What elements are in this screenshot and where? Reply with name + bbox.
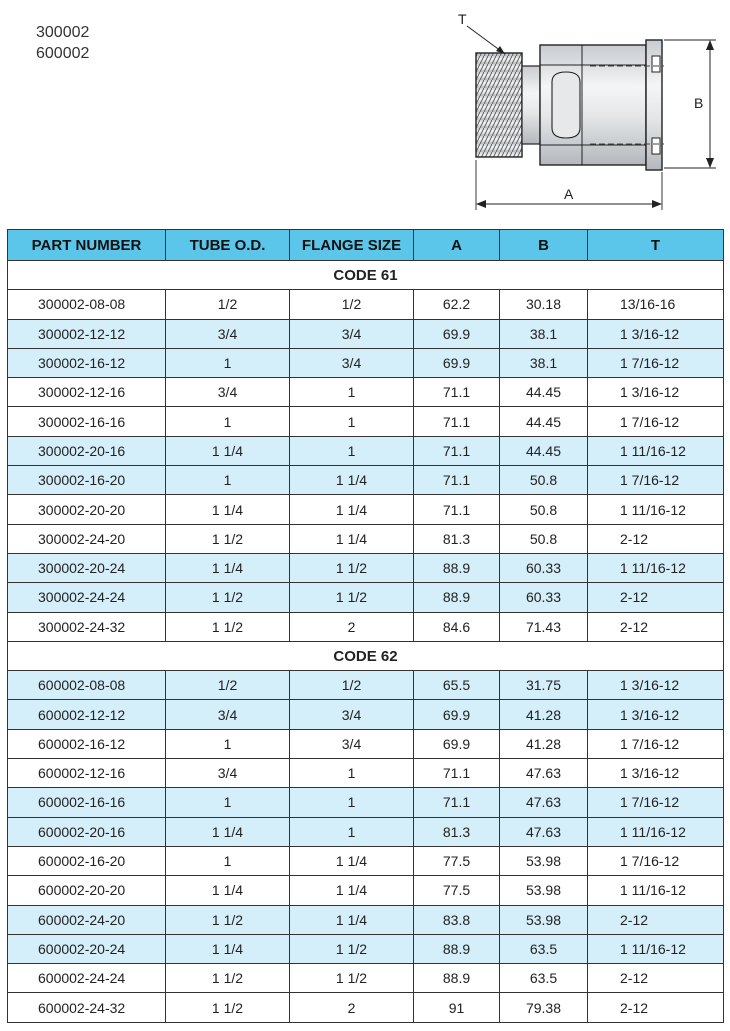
cell-b: 44.45 — [500, 407, 588, 436]
column-header: FLANGE SIZE — [290, 230, 414, 261]
cell-b: 44.45 — [500, 378, 588, 407]
cell-flange: 2 — [290, 993, 414, 1022]
cell-flange: 1 1/2 — [290, 553, 414, 582]
cell-b: 60.33 — [500, 583, 588, 612]
cell-t: 1 7/16-12 — [588, 466, 724, 495]
cell-b: 63.5 — [500, 934, 588, 963]
cell-flange: 3/4 — [290, 319, 414, 348]
cell-t: 1 11/16-12 — [588, 817, 724, 846]
table-row — [8, 671, 724, 700]
cell-flange: 1/2 — [290, 671, 414, 700]
cell-part: 600002-20-20 — [8, 876, 166, 905]
cell-a: 69.9 — [414, 700, 500, 729]
cell-tube: 1 1/2 — [166, 905, 290, 934]
cell-part: 300002-20-20 — [8, 495, 166, 524]
cell-part: 300002-16-12 — [8, 348, 166, 377]
cell-a: 71.1 — [414, 495, 500, 524]
section-header-row — [8, 261, 724, 290]
cell-b: 41.28 — [500, 729, 588, 758]
cell-part: 600002-12-16 — [8, 759, 166, 788]
cell-flange: 1 — [290, 788, 414, 817]
table-row — [8, 993, 724, 1022]
cell-t: 1 7/16-12 — [588, 407, 724, 436]
cell-part: 300002-20-16 — [8, 436, 166, 465]
table-row — [8, 964, 724, 993]
cell-b: 38.1 — [500, 348, 588, 377]
cell-t: 1 11/16-12 — [588, 876, 724, 905]
cell-b: 44.45 — [500, 436, 588, 465]
cell-t: 1 7/16-12 — [588, 348, 724, 377]
cell-flange: 1 1/4 — [290, 846, 414, 875]
cell-part: 600002-12-12 — [8, 700, 166, 729]
cell-b: 71.43 — [500, 612, 588, 641]
cell-tube: 3/4 — [166, 378, 290, 407]
table-row — [8, 583, 724, 612]
cell-part: 300002-12-12 — [8, 319, 166, 348]
cell-t: 1 3/16-12 — [588, 319, 724, 348]
cell-a: 71.1 — [414, 407, 500, 436]
cell-t: 1 11/16-12 — [588, 495, 724, 524]
cell-tube: 1 1/4 — [166, 876, 290, 905]
cell-t: 1 3/16-12 — [588, 700, 724, 729]
cell-t: 2-12 — [588, 524, 724, 553]
cell-tube: 1 — [166, 407, 290, 436]
fitting-drawing — [440, 6, 730, 216]
neck-section — [522, 66, 540, 144]
cell-b: 31.75 — [500, 671, 588, 700]
column-header: TUBE O.D. — [166, 230, 290, 261]
cell-part: 300002-16-16 — [8, 407, 166, 436]
cell-b: 50.8 — [500, 466, 588, 495]
cell-b: 47.63 — [500, 759, 588, 788]
table-row — [8, 612, 724, 641]
cell-flange: 1 — [290, 817, 414, 846]
cell-flange: 1 1/4 — [290, 466, 414, 495]
cell-flange: 1 1/2 — [290, 934, 414, 963]
table-row — [8, 934, 724, 963]
part-codes — [36, 22, 89, 64]
cell-flange: 3/4 — [290, 348, 414, 377]
cell-part: 600002-16-12 — [8, 729, 166, 758]
table-row — [8, 378, 724, 407]
cell-t: 13/16-16 — [588, 290, 724, 319]
column-header: T — [588, 230, 724, 261]
cell-b: 53.98 — [500, 876, 588, 905]
cell-tube: 1 1/4 — [166, 934, 290, 963]
cell-t: 2-12 — [588, 993, 724, 1022]
cell-a: 88.9 — [414, 964, 500, 993]
cell-tube: 1 — [166, 348, 290, 377]
cell-flange: 1 1/4 — [290, 495, 414, 524]
cell-a: 88.9 — [414, 934, 500, 963]
cell-tube: 1 1/4 — [166, 436, 290, 465]
cell-t: 1 7/16-12 — [588, 846, 724, 875]
cell-tube: 1 1/2 — [166, 964, 290, 993]
cell-t: 2-12 — [588, 583, 724, 612]
cell-a: 69.9 — [414, 729, 500, 758]
cell-flange: 1 1/4 — [290, 905, 414, 934]
cell-t: 1 11/16-12 — [588, 436, 724, 465]
cell-part: 600002-08-08 — [8, 671, 166, 700]
table-row — [8, 553, 724, 582]
table-row — [8, 876, 724, 905]
table-row — [8, 905, 724, 934]
cell-flange: 1 — [290, 759, 414, 788]
table-row — [8, 817, 724, 846]
cell-a: 62.2 — [414, 290, 500, 319]
cell-tube: 1 1/2 — [166, 583, 290, 612]
cell-part: 300002-20-24 — [8, 553, 166, 582]
spec-table — [7, 229, 724, 1023]
cell-flange: 1 — [290, 407, 414, 436]
cell-a: 71.1 — [414, 759, 500, 788]
cell-a: 83.8 — [414, 905, 500, 934]
cell-a: 71.1 — [414, 436, 500, 465]
cell-tube: 1 — [166, 846, 290, 875]
cell-a: 65.5 — [414, 671, 500, 700]
section-header-row — [8, 641, 724, 670]
label-b: B — [694, 95, 704, 111]
table-row — [8, 495, 724, 524]
section-title: CODE 61 — [8, 261, 724, 290]
cell-b: 53.98 — [500, 905, 588, 934]
cell-b: 41.28 — [500, 700, 588, 729]
cell-tube: 1 — [166, 466, 290, 495]
cell-part: 600002-24-24 — [8, 964, 166, 993]
cell-tube: 1 1/2 — [166, 993, 290, 1022]
cell-a: 77.5 — [414, 876, 500, 905]
column-header: PART NUMBER — [8, 230, 166, 261]
cell-t: 1 11/16-12 — [588, 553, 724, 582]
cell-tube: 3/4 — [166, 700, 290, 729]
table-row — [8, 436, 724, 465]
cell-b: 30.18 — [500, 290, 588, 319]
table-row — [8, 348, 724, 377]
cell-part: 300002-08-08 — [8, 290, 166, 319]
cell-b: 50.8 — [500, 524, 588, 553]
cell-tube: 1 — [166, 788, 290, 817]
cell-part: 300002-24-24 — [8, 583, 166, 612]
cell-t: 1 7/16-12 — [588, 788, 724, 817]
cell-a: 84.6 — [414, 612, 500, 641]
cell-t: 1 3/16-12 — [588, 378, 724, 407]
cell-a: 69.9 — [414, 348, 500, 377]
cell-a: 71.1 — [414, 788, 500, 817]
cell-tube: 3/4 — [166, 759, 290, 788]
cell-t: 1 7/16-12 — [588, 729, 724, 758]
cell-flange: 1/2 — [290, 290, 414, 319]
cell-tube: 1 1/4 — [166, 817, 290, 846]
cell-part: 600002-20-24 — [8, 934, 166, 963]
cell-a: 69.9 — [414, 319, 500, 348]
cell-b: 60.33 — [500, 553, 588, 582]
cell-tube: 1 1/4 — [166, 553, 290, 582]
cell-a: 91 — [414, 993, 500, 1022]
cell-flange: 1 1/4 — [290, 876, 414, 905]
label-t: T — [458, 11, 467, 27]
cell-flange: 2 — [290, 612, 414, 641]
table-row — [8, 846, 724, 875]
label-a: A — [564, 186, 574, 202]
cell-b: 79.38 — [500, 993, 588, 1022]
cell-part: 300002-16-20 — [8, 466, 166, 495]
thread-section — [476, 53, 522, 157]
cell-t: 2-12 — [588, 612, 724, 641]
cell-a: 71.1 — [414, 378, 500, 407]
table-row — [8, 524, 724, 553]
cell-part: 300002-24-32 — [8, 612, 166, 641]
cell-b: 50.8 — [500, 495, 588, 524]
cell-tube: 1 1/4 — [166, 495, 290, 524]
cell-tube: 1/2 — [166, 671, 290, 700]
section-title: CODE 62 — [8, 641, 724, 670]
cell-part: 600002-20-16 — [8, 817, 166, 846]
cell-flange: 3/4 — [290, 700, 414, 729]
cell-t: 1 11/16-12 — [588, 934, 724, 963]
cell-b: 63.5 — [500, 964, 588, 993]
table-row — [8, 466, 724, 495]
column-header: B — [500, 230, 588, 261]
cell-a: 88.9 — [414, 583, 500, 612]
table-row — [8, 700, 724, 729]
cell-part: 300002-24-20 — [8, 524, 166, 553]
cell-b: 38.1 — [500, 319, 588, 348]
cell-tube: 1 — [166, 729, 290, 758]
cell-tube: 3/4 — [166, 319, 290, 348]
cell-flange: 3/4 — [290, 729, 414, 758]
cell-a: 88.9 — [414, 553, 500, 582]
table-row — [8, 407, 724, 436]
cell-b: 47.63 — [500, 788, 588, 817]
table-row — [8, 788, 724, 817]
cell-tube: 1/2 — [166, 290, 290, 319]
cell-b: 47.63 — [500, 817, 588, 846]
cell-flange: 1 1/2 — [290, 964, 414, 993]
table-header — [8, 230, 724, 261]
table-row — [8, 729, 724, 758]
cell-part: 600002-24-20 — [8, 905, 166, 934]
cell-a: 81.3 — [414, 524, 500, 553]
body-port — [552, 72, 580, 138]
column-header: A — [414, 230, 500, 261]
cell-a: 77.5 — [414, 846, 500, 875]
cell-tube: 1 1/2 — [166, 612, 290, 641]
table-row — [8, 319, 724, 348]
cell-flange: 1 — [290, 436, 414, 465]
cell-tube: 1 1/2 — [166, 524, 290, 553]
cell-part: 600002-16-16 — [8, 788, 166, 817]
cell-flange: 1 1/2 — [290, 583, 414, 612]
table-body — [8, 261, 724, 1023]
part-code-primary: 300002 — [36, 24, 90, 41]
table-row — [8, 759, 724, 788]
cell-part: 600002-16-20 — [8, 846, 166, 875]
cell-t: 2-12 — [588, 905, 724, 934]
table-row — [8, 290, 724, 319]
cell-flange: 1 — [290, 378, 414, 407]
cell-part: 600002-24-32 — [8, 993, 166, 1022]
cell-part: 300002-12-16 — [8, 378, 166, 407]
cell-flange: 1 1/4 — [290, 524, 414, 553]
cell-a: 81.3 — [414, 817, 500, 846]
cell-t: 2-12 — [588, 964, 724, 993]
cell-t: 1 3/16-12 — [588, 759, 724, 788]
cell-a: 71.1 — [414, 466, 500, 495]
part-code-secondary: 600002 — [36, 45, 90, 62]
cell-b: 53.98 — [500, 846, 588, 875]
cell-t: 1 3/16-12 — [588, 671, 724, 700]
